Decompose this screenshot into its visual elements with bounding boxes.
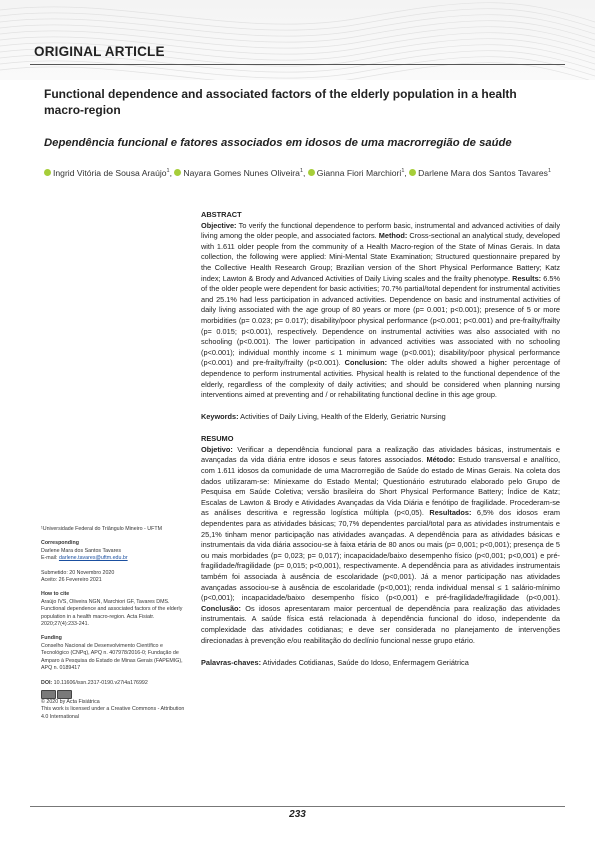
creative-commons-badge [41,690,191,699]
orcid-icon[interactable] [174,169,181,176]
orcid-icon[interactable] [409,169,416,176]
author-affiliation-mark: 1 [547,168,552,174]
page-number: 233 [289,809,306,820]
how-to-cite: How to cite Araújo IVS, Oliveira NGN, Marchiori GF, Tavares DMS. Functional dependence and associated factors of the elderly population in a health macro-region. Acta Fisiatr. 2020;27(4):233-241. [41,591,183,628]
author-name: Darlene Mara dos Santos Tavares [418,167,548,178]
title-english: Functional dependence and associated factors of the elderly population in a health macro-region [44,87,517,117]
orcid-icon[interactable] [44,169,51,176]
author-list [44,165,560,179]
main-column [201,210,560,669]
author-affiliation-mark: 1 [299,168,303,174]
author-item: Gianna Fiori Marchiori$^1$, [308,168,409,178]
doi-link[interactable]: 10.11606/issn.2317-0190.v27i4a176992 [52,679,148,686]
author-item [409,168,551,178]
keywords: Keywords: Activities of Daily Living, Health of the Elderly, Geriatric Nursing [201,411,446,421]
author-item: Ingrid Vitória de Sousa Araújo$^1$, [44,168,174,178]
corresponding-name: Darlene Mara dos Santos Tavares [41,547,121,554]
submitted-date: Submetido: 20 Novembro 2020 [41,569,115,576]
title-portuguese: Dependência funcional e fatores associados em idosos de uma macrorregião de saúde [44,137,512,149]
copyright: © 2020 by Acta Fisiátrica [41,698,100,705]
header-divider [30,64,565,65]
accepted-date: Aceito: 26 Fevereiro 2021 [41,577,102,584]
author-name: Gianna Fiori Marchiori [316,167,402,178]
cc-icon [41,690,56,699]
resumo-body: Objetivo: Verificar a dependência funcional para a realização das atividades básicas, instrumentais e avançadas da vida diária entre idosos e seus fatores associados. Método: Estudo transversal e analítico, com 1.611 idosos da comunidade de uma Macrorregião de Saúde do estado de Minas Gerais. Na coleta dos dados utilizaram-se: Miniexame do Estado Mental; Questionário estruturado elaborado pelo Grupo de Pesquisa em Saúde Coletiva; versão brasileira do Short Physical Performance Battery; Índice de Katz; Escalas de Lawton & Brody e Atividades Avançadas da Vida Diária e fenótipo de fragilidade. Procederam-se as análises descritiva e regressão logística múltipla (p<0,05). Resultados: 6,5% dos idosos eram dependentes para as atividades básicas; 70,7% dependentes parcial/total para as atividades instrumentais e 25,1% tinham menor participação nas atividades avançadas. A dependência para as atividades básicas e instrumentais da vida diária associou-se à faixa etária de 80 anos ou mais (p= 0,001; p<0,001); presença de 5 ou mais morbidades (p= 0,023; p= 0,017); incapacidade/baixo desempenho físico (p<0,001; p<0,001) e pré-fragilidade/fragilidade (p= 0,015; p<0,001), respectivamente. A dependência para as atividades instrumentais também foi associada à ausência de escolaridade (p<0,001). Já a menor participação nas atividades avançadas associou-se à ausência de escolaridade (p<0,001); renda individual mensal ≤ 1 salário-mínimo (p<0,001); incapacidade/baixo desempenho físico (p<0,001) e pré-fragilidade/fragilidade (p<0,001). Conclusão: Os idosos apresentaram maior percentual de dependência para realização das atividades instrumentais. A saúde física está relacionada à dependência funcional do idoso, independente da complexidade das atividades cotidianas; e deve ser considerada no planejamento de intervenções direcionadas à prevenção e/ou reabilitação do declínio funcional nesse grupo etário. [201,444,561,645]
footer-divider [30,806,565,807]
abstract-heading: ABSTRACT [201,210,242,219]
funding: Funding Conselho Nacional de Desenvolvimento Científico e Tecnológico (CNPq), APQ n. 407978/2016-0; Fundação de Amparo à Pesquisa do Estado de Minas Gerais (FAPEMIG), APQ n. 0189417 [41,635,183,672]
author-affiliation-mark: 1 [166,168,170,174]
author-name: Ingrid Vitória de Sousa Araújo [53,167,167,178]
abstract-body: Objective: To verify the functional dependence to perform basic, instrumental and advanced activities of daily living among the older people, and associated factors. Method: Cross-sectional an analytical study, developed with 1.611 older people from the community of a Health Macro-region of the State of Minas Gerais. In data collection, the following were applied: Mini-Mental State Examination; Structured questionnaire prepared by the Collective Health Research Group; Brazilian version of the Short Physical Performance Battery; Katz index; Lawton & Brody and Advanced Activities of Daily Living scales and the frailty phenotype. Results: 6.5% of the older people were dependent for basic activities; 70.7% partial/total dependent for instrumental activities and 25.1% had less participation in advanced activities. Dependence on basic and instrumental activities of daily living associated with the age group of 80 years or more (p= 0.001; p<0.001); presence of 5 or more morbidities (p= 0.023; p= 0.017); disability/poor physical performance (p<0.001; p<0.001) and pre-frailty/frailty (p= 0.015; p<0.001), respectively. Dependence on instrumental activities was also associated with no schooling (p<0.001). The lower participation in advanced activities was associated with no schooling (p<0.001); individual monthly income ≤ 1 minimum wage (p<0.001); disability/poor physical performance (p<0.001) and pre-frailty/frailty (p<0.001). Conclusion: The older adults showed a higher percentage of dependence to perform instrumental activities. Physical health is related to the functional dependence of the elderly, regardless of the complexity of daily activities; and should be considered when planning nursing interventions aimed at preventing and / or rehabilitating functional decline in this age group. [201,220,561,400]
license: This work is licensed under a Creative Commons - Attribution 4.0 International [41,706,185,720]
article-type-label: ORIGINAL ARTICLE [34,44,165,59]
author-item: Nayara Gomes Nunes Oliveira$^1$, [174,168,307,178]
sidebar-metadata [41,526,191,721]
author-name: Nayara Gomes Nunes Oliveira [183,167,300,178]
decorative-wave-pattern [0,0,595,80]
author-affiliation-mark: 1 [401,168,405,174]
header-band [0,0,595,80]
email-link[interactable]: darlene.tavares@uftm.edu.br [58,555,128,562]
corresponding-email: E-mail: darlene.tavares@uftm.edu.br [41,555,128,562]
palavras-chaves: Palavras-chaves: Atividades Cotidianas, Saúde do Idoso, Enfermagem Geriátrica [201,658,469,668]
doi: DOI: 10.11606/issn.2317-0190.v27i4a176992 [41,679,148,686]
orcid-icon[interactable] [308,169,315,176]
corresponding-block: Corresponding Darlene Mara dos Santos Tavares E-mail: darlene.tavares@uftm.edu.br [41,540,191,562]
affiliation: ¹Universidade Federal do Triângulo Mineiro - UFTM [41,526,162,532]
cc-by-icon [57,690,72,699]
resumo-heading: RESUMO [201,434,234,444]
submission-dates [41,570,191,585]
